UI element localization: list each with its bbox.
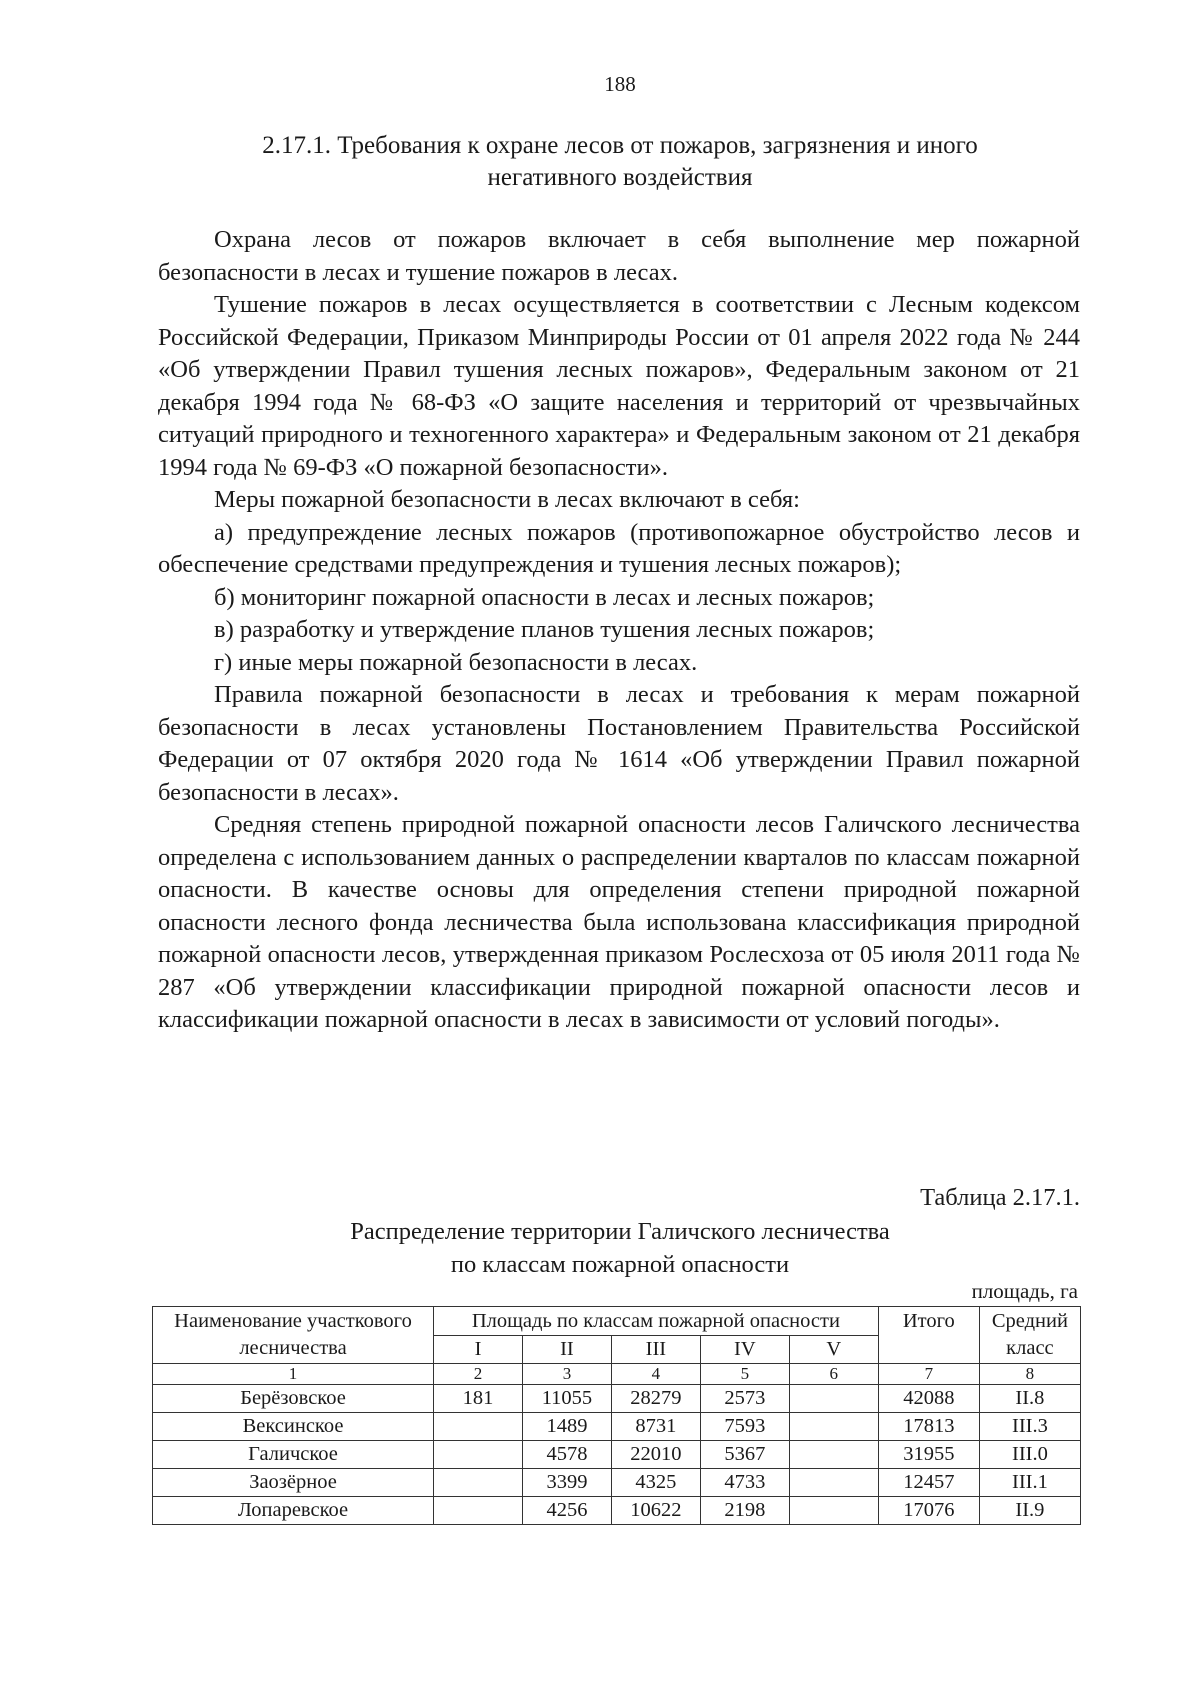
table-row <box>153 1385 1081 1413</box>
table-row <box>153 1413 1081 1441</box>
col-number: 7 <box>878 1364 979 1385</box>
col-number: 1 <box>153 1364 434 1385</box>
header-area-group: Площадь по классам пожарной опасности <box>434 1307 879 1336</box>
cell: Лопаревское <box>153 1497 434 1525</box>
cell: III.3 <box>979 1413 1080 1441</box>
cell: Вексинское <box>153 1413 434 1441</box>
col-number: 2 <box>434 1364 523 1385</box>
cell <box>789 1413 878 1441</box>
cell: II.8 <box>979 1385 1080 1413</box>
paragraph: Тушение пожаров в лесах осуществляется в соответствии с Лесным кодексом Российской Федерации, Приказом Минприроды России от 01 апреля 2022 года № 244 «Об утверждении Правил тушения лесных пожаров», Федеральным законом от 21 декабря 1994 года № 68-ФЗ «О защите населения и территорий от чрезвычайных ситуаций природного и техногенного характера» и Федеральным законом от 21 декабря 1994 года № 69-ФЗ «О пожарной безопасности». <box>158 291 1080 481</box>
cell: 17076 <box>878 1497 979 1525</box>
cell: 11055 <box>522 1385 611 1413</box>
body-text <box>158 224 1080 1037</box>
section-heading-line-1: 2.17.1. Требования к охране лесов от пожаров, загрязнения и иного <box>262 132 978 159</box>
cell: 4256 <box>522 1497 611 1525</box>
paragraph: Меры пожарной безопасности в лесах включают в себя: <box>214 486 800 513</box>
table-row <box>153 1497 1081 1525</box>
header-total: Итого <box>878 1307 979 1364</box>
header-class-2: II <box>522 1336 611 1364</box>
cell <box>789 1497 878 1525</box>
table-title <box>150 1216 1090 1281</box>
cell: 31955 <box>878 1441 979 1469</box>
table-label: Таблица 2.17.1. <box>920 1184 1080 1211</box>
cell: 8731 <box>611 1413 700 1441</box>
cell <box>789 1441 878 1469</box>
paragraph: Охрана лесов от пожаров включает в себя выполнение мер пожарной безопасности в лесах и тушение пожаров в лесах. <box>158 226 1080 286</box>
col-number: 8 <box>979 1364 1080 1385</box>
cell: Галичское <box>153 1441 434 1469</box>
cell: 17813 <box>878 1413 979 1441</box>
cell: Заозёрное <box>153 1469 434 1497</box>
list-item-c: в) разработку и утверждение планов тушения лесных пожаров; <box>214 616 875 643</box>
cell: 10622 <box>611 1497 700 1525</box>
fire-class-table <box>152 1306 1081 1525</box>
table-row <box>153 1441 1081 1469</box>
cell: III.0 <box>979 1441 1080 1469</box>
list-item-a: а) предупреждение лесных пожаров (противопожарное обустройство лесов и обеспечение средствами предупреждения и тушения лесных пожаров); <box>158 518 1080 578</box>
table-row <box>153 1469 1081 1497</box>
col-number: 6 <box>789 1364 878 1385</box>
page-number: 188 <box>604 72 636 96</box>
cell: 22010 <box>611 1441 700 1469</box>
cell: 2573 <box>700 1385 789 1413</box>
table-title-line-2: по классам пожарной опасности <box>450 1250 790 1278</box>
table-header-row <box>153 1307 1081 1336</box>
cell: 7593 <box>700 1413 789 1441</box>
cell: II.9 <box>979 1497 1080 1525</box>
cell: 4733 <box>700 1469 789 1497</box>
cell: 5367 <box>700 1441 789 1469</box>
header-avg-class: Средний класс <box>979 1307 1080 1364</box>
section-heading <box>150 130 1090 194</box>
paragraph: Правила пожарной безопасности в лесах и требования к мерам пожарной безопасности в лесах установлены Постановлением Правительства Российской Федерации от 07 октября 2020 года № 1614 «Об утверждении Правил пожарной безопасности в лесах». <box>158 681 1080 806</box>
cell: 181 <box>434 1385 523 1413</box>
cell <box>434 1469 523 1497</box>
cell: Берёзовское <box>153 1385 434 1413</box>
col-number: 4 <box>611 1364 700 1385</box>
cell <box>434 1413 523 1441</box>
cell: 2198 <box>700 1497 789 1525</box>
table-units: площадь, га <box>971 1279 1078 1303</box>
cell: 4325 <box>611 1469 700 1497</box>
header-name: Наименование участкового лесничества <box>153 1307 434 1364</box>
col-number: 3 <box>522 1364 611 1385</box>
header-class-1: I <box>434 1336 523 1364</box>
col-number: 5 <box>700 1364 789 1385</box>
section-heading-line-2: негативного воздействия <box>487 164 753 191</box>
header-class-5: V <box>789 1336 878 1364</box>
table-title-line-1: Распределение территории Галичского лесничества <box>350 1218 890 1245</box>
cell: 12457 <box>878 1469 979 1497</box>
header-class-4: IV <box>700 1336 789 1364</box>
cell <box>789 1385 878 1413</box>
cell: 42088 <box>878 1385 979 1413</box>
header-class-3: III <box>611 1336 700 1364</box>
column-number-row <box>153 1364 1081 1385</box>
paragraph: Средняя степень природной пожарной опасности лесов Галичского лесничества определена с использованием данных о распределении кварталов по классам пожарной опасности. В качестве основы для определения степени природной пожарной опасности лесного фонда лесничества была использована классификация природной пожарной опасности лесов, утвержденная приказом Рослесхоза от 05 июля 2011 года № 287 «Об утверждении классификации природной пожарной опасности лесов и классификации пожарной опасности в лесах в зависимости от условий погоды». <box>158 811 1080 1033</box>
list-item-b: б) мониторинг пожарной опасности в лесах и лесных пожаров; <box>214 583 875 611</box>
cell: 1489 <box>522 1413 611 1441</box>
list-item-d: г) иные меры пожарной безопасности в лесах. <box>214 648 698 676</box>
cell: 4578 <box>522 1441 611 1469</box>
cell: III.1 <box>979 1469 1080 1497</box>
cell <box>434 1441 523 1469</box>
cell: 28279 <box>611 1385 700 1413</box>
cell <box>434 1497 523 1525</box>
cell: 3399 <box>522 1469 611 1497</box>
cell <box>789 1469 878 1497</box>
